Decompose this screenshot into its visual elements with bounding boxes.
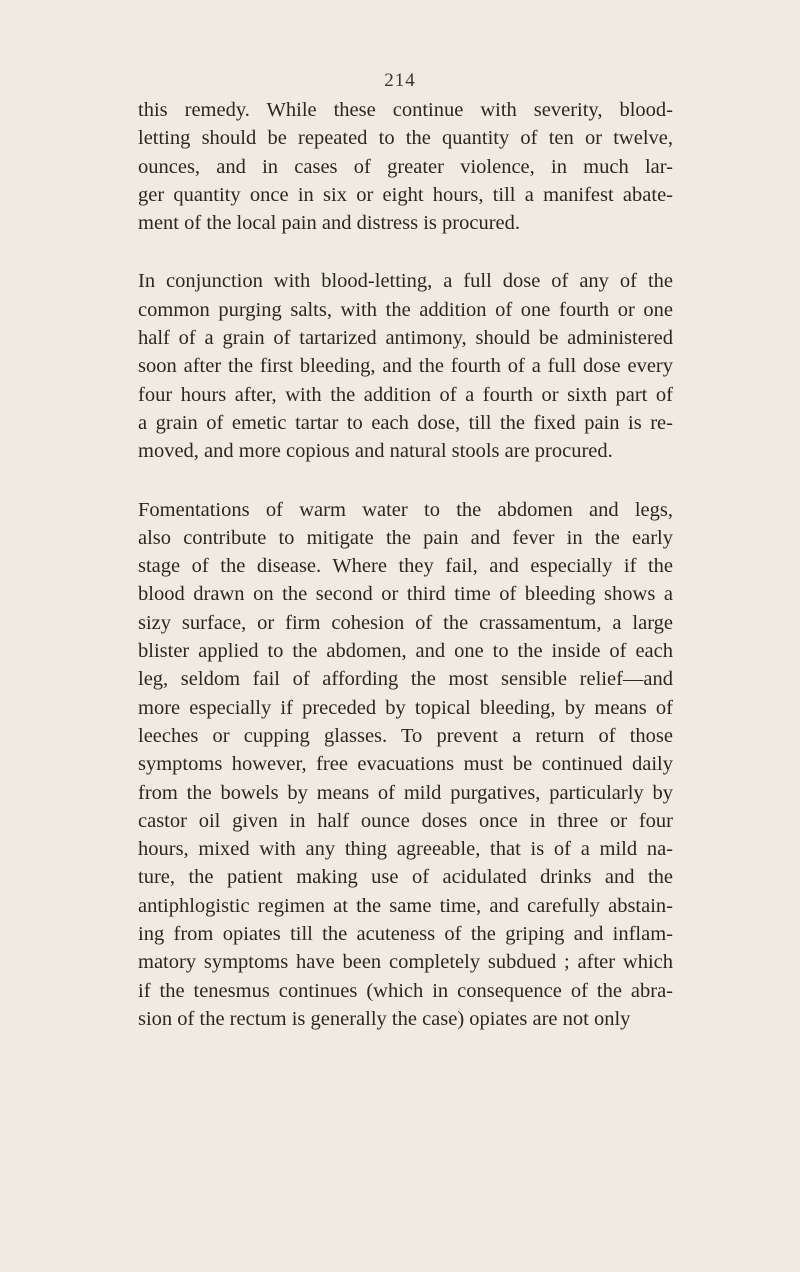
text-line: from the bowels by means of mild purgatives, particularly by (138, 781, 673, 804)
text-line: soon after the first bleeding, and the fourth of a full dose every (138, 355, 673, 378)
text-line: letting should be repeated to the quantity of ten or twelve, (138, 127, 673, 150)
text-line: antiphlogistic regimen at the same time, and carefully abstain- (138, 894, 673, 917)
text-line: ing from opiates till the acuteness of the griping and inflam- (138, 923, 673, 946)
text-line: ture, the patient making use of acidulated drinks and the (138, 866, 673, 889)
text-line: matory symptoms have been completely subdued ; after which (138, 951, 673, 974)
text-line: ger quantity once in six or eight hours, till a manifest abate- (138, 183, 673, 206)
text-line: leeches or cupping glasses. To prevent a return of those (138, 724, 673, 747)
text-line: leg, seldom fail of affording the most sensible relief—and (138, 668, 673, 691)
paragraph (138, 267, 673, 465)
text-line: half of a grain of tartarized antimony, should be administered (138, 327, 673, 350)
text-line: a grain of emetic tartar to each dose, till the fixed pain is re- (138, 411, 673, 434)
text-line: blood drawn on the second or third time of bleeding shows a (138, 583, 673, 606)
text-line: sizy surface, or firm cohesion of the crassamentum, a large (138, 611, 673, 634)
text-line: stage of the disease. Where they fail, and especially if the (138, 555, 673, 578)
text-line: castor oil given in half ounce doses once in three or four (138, 809, 673, 832)
text-line: if the tenesmus continues (which in consequence of the abra- (138, 979, 673, 1002)
text-line: Fomentations of warm water to the abdomen and legs, (138, 498, 673, 521)
text-line: four hours after, with the addition of a fourth or sixth part of (138, 383, 673, 406)
text-line: ment of the local pain and distress is procured. (138, 212, 520, 235)
text-line: hours, mixed with any thing agreeable, that is of a mild na- (138, 838, 673, 861)
body-text (138, 96, 673, 1033)
text-line: moved, and more copious and natural stools are procured. (138, 440, 613, 463)
text-line: blister applied to the abdomen, and one to the inside of each (138, 640, 673, 663)
paragraph (138, 96, 673, 237)
page-number: 214 (384, 70, 416, 91)
text-line: also contribute to mitigate the pain and fever in the early (138, 526, 673, 549)
paragraph (138, 496, 673, 1034)
text-line: more especially if preceded by topical bleeding, by means of (138, 696, 673, 719)
text-line: ounces, and in cases of greater violence, in much lar- (138, 155, 673, 178)
text-line: common purging salts, with the addition of one fourth or one (138, 298, 673, 321)
text-line: this remedy. While these continue with severity, blood- (138, 99, 673, 121)
text-line: sion of the rectum is generally the case) opiates are not only (138, 1007, 631, 1030)
text-line: symptoms however, free evacuations must be continued daily (138, 753, 673, 776)
text-line: In conjunction with blood-letting, a full dose of any of the (138, 270, 673, 293)
